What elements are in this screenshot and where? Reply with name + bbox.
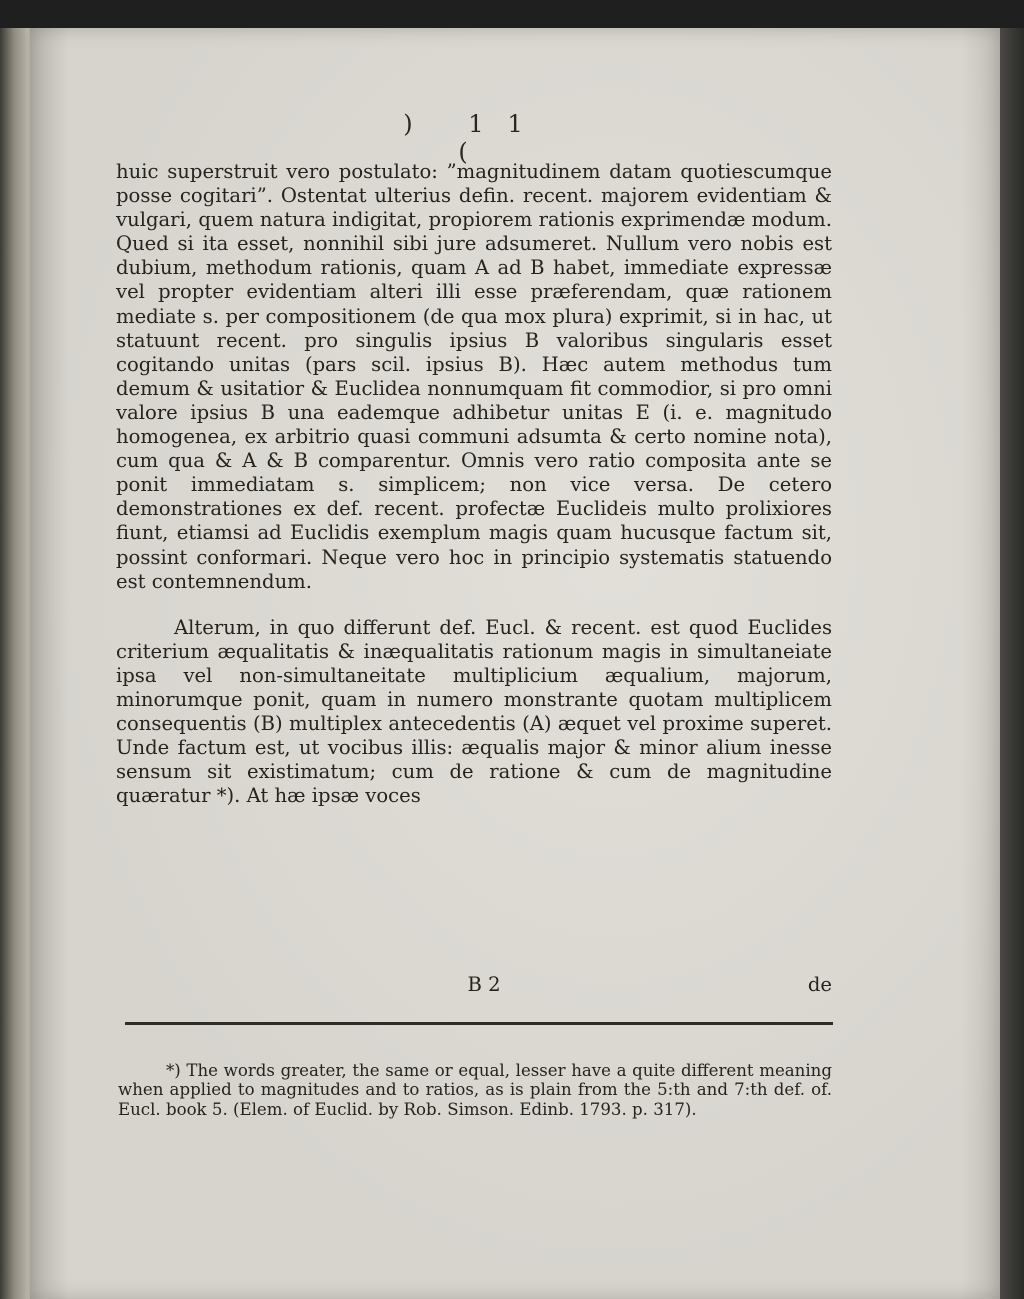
right-dark-margin [1000, 28, 1024, 1299]
signature-line [116, 973, 832, 999]
signature-mark: B 2 [467, 973, 501, 996]
footnote: *) The words greater, the same or equal, lesser have a quite different meaning when applied to magnitudes and to ratios, as is plain from the 5:th and 7:th def. of. Eucl. book 5. (Elem. of Euclid. by Rob. Simson. Edinb. 1793. p. 317). [118, 1060, 832, 1119]
paragraph-2: Alterum, in quo differunt def. Eucl. & recent. est quod Euclides criterium æqualitatis & inæqualitatis rationum magis in simultaneiate ipsa vel non-simultaneitate multiplicium æqualium, majorum, minorumque ponit, quam in numero monstrante quotam multiplicem consequentis (B) multiplex antecedentis (A) æquet vel proxime superet. Unde factum est, ut vocibus illis: æqualis major & minor alium inesse sensum sit existimatum; cum de ratione & cum de magnitudine quæratur *). At hæ ipsæ voces [116, 615, 832, 808]
footnote-rule [125, 1022, 833, 1025]
catchword: de [807, 973, 832, 996]
paragraph-1: huic superstruit vero postulato: ”magnitudinem datam quotiescumque posse cogitari”. Ostentat ulterius defin. recent. majorem evidentiam & vulgari, quem natura indigitat, propiorem rationis exprimendæ modum. Qued si ita esset, nonnihil sibi jure adsumeret. Nullum vero nobis est dubium, methodum rationis, quam A ad B habet, immediate expressæ vel propter evidentiam alteri illi esse præferendam, quæ rationem mediate s. per compositionem (de qua mox plura) exprimit, si in hac, ut statuunt recent. pro singulis ipsius B valoribus singularis esset cogitando unitas (pars scil. ipsius B). Hæc autem methodus tum demum & usitatior & Euclidea nonnumquam fit commodior, si pro omni valore ipsius B una eademque adhibetur unitas E (i. e. magnitudo homogenea, ex arbitrio quasi communi adsumta & certo nomine nota), cum qua & A & B comparentur. Omnis vero ratio composita ante se ponit immediatam s. simplicem; non vice versa. De cetero demonstrationes ex def. recent. profectæ Euclideis multo prolixiores fiunt, etiamsi ad Euclidis exemplum magis quam hucusque factum sit, possint conformari. Neque vero hoc in principio systematis statuendo est contemnendum. [116, 160, 832, 593]
page-number-header: ) 11 ( [403, 110, 547, 166]
main-text [116, 160, 832, 808]
